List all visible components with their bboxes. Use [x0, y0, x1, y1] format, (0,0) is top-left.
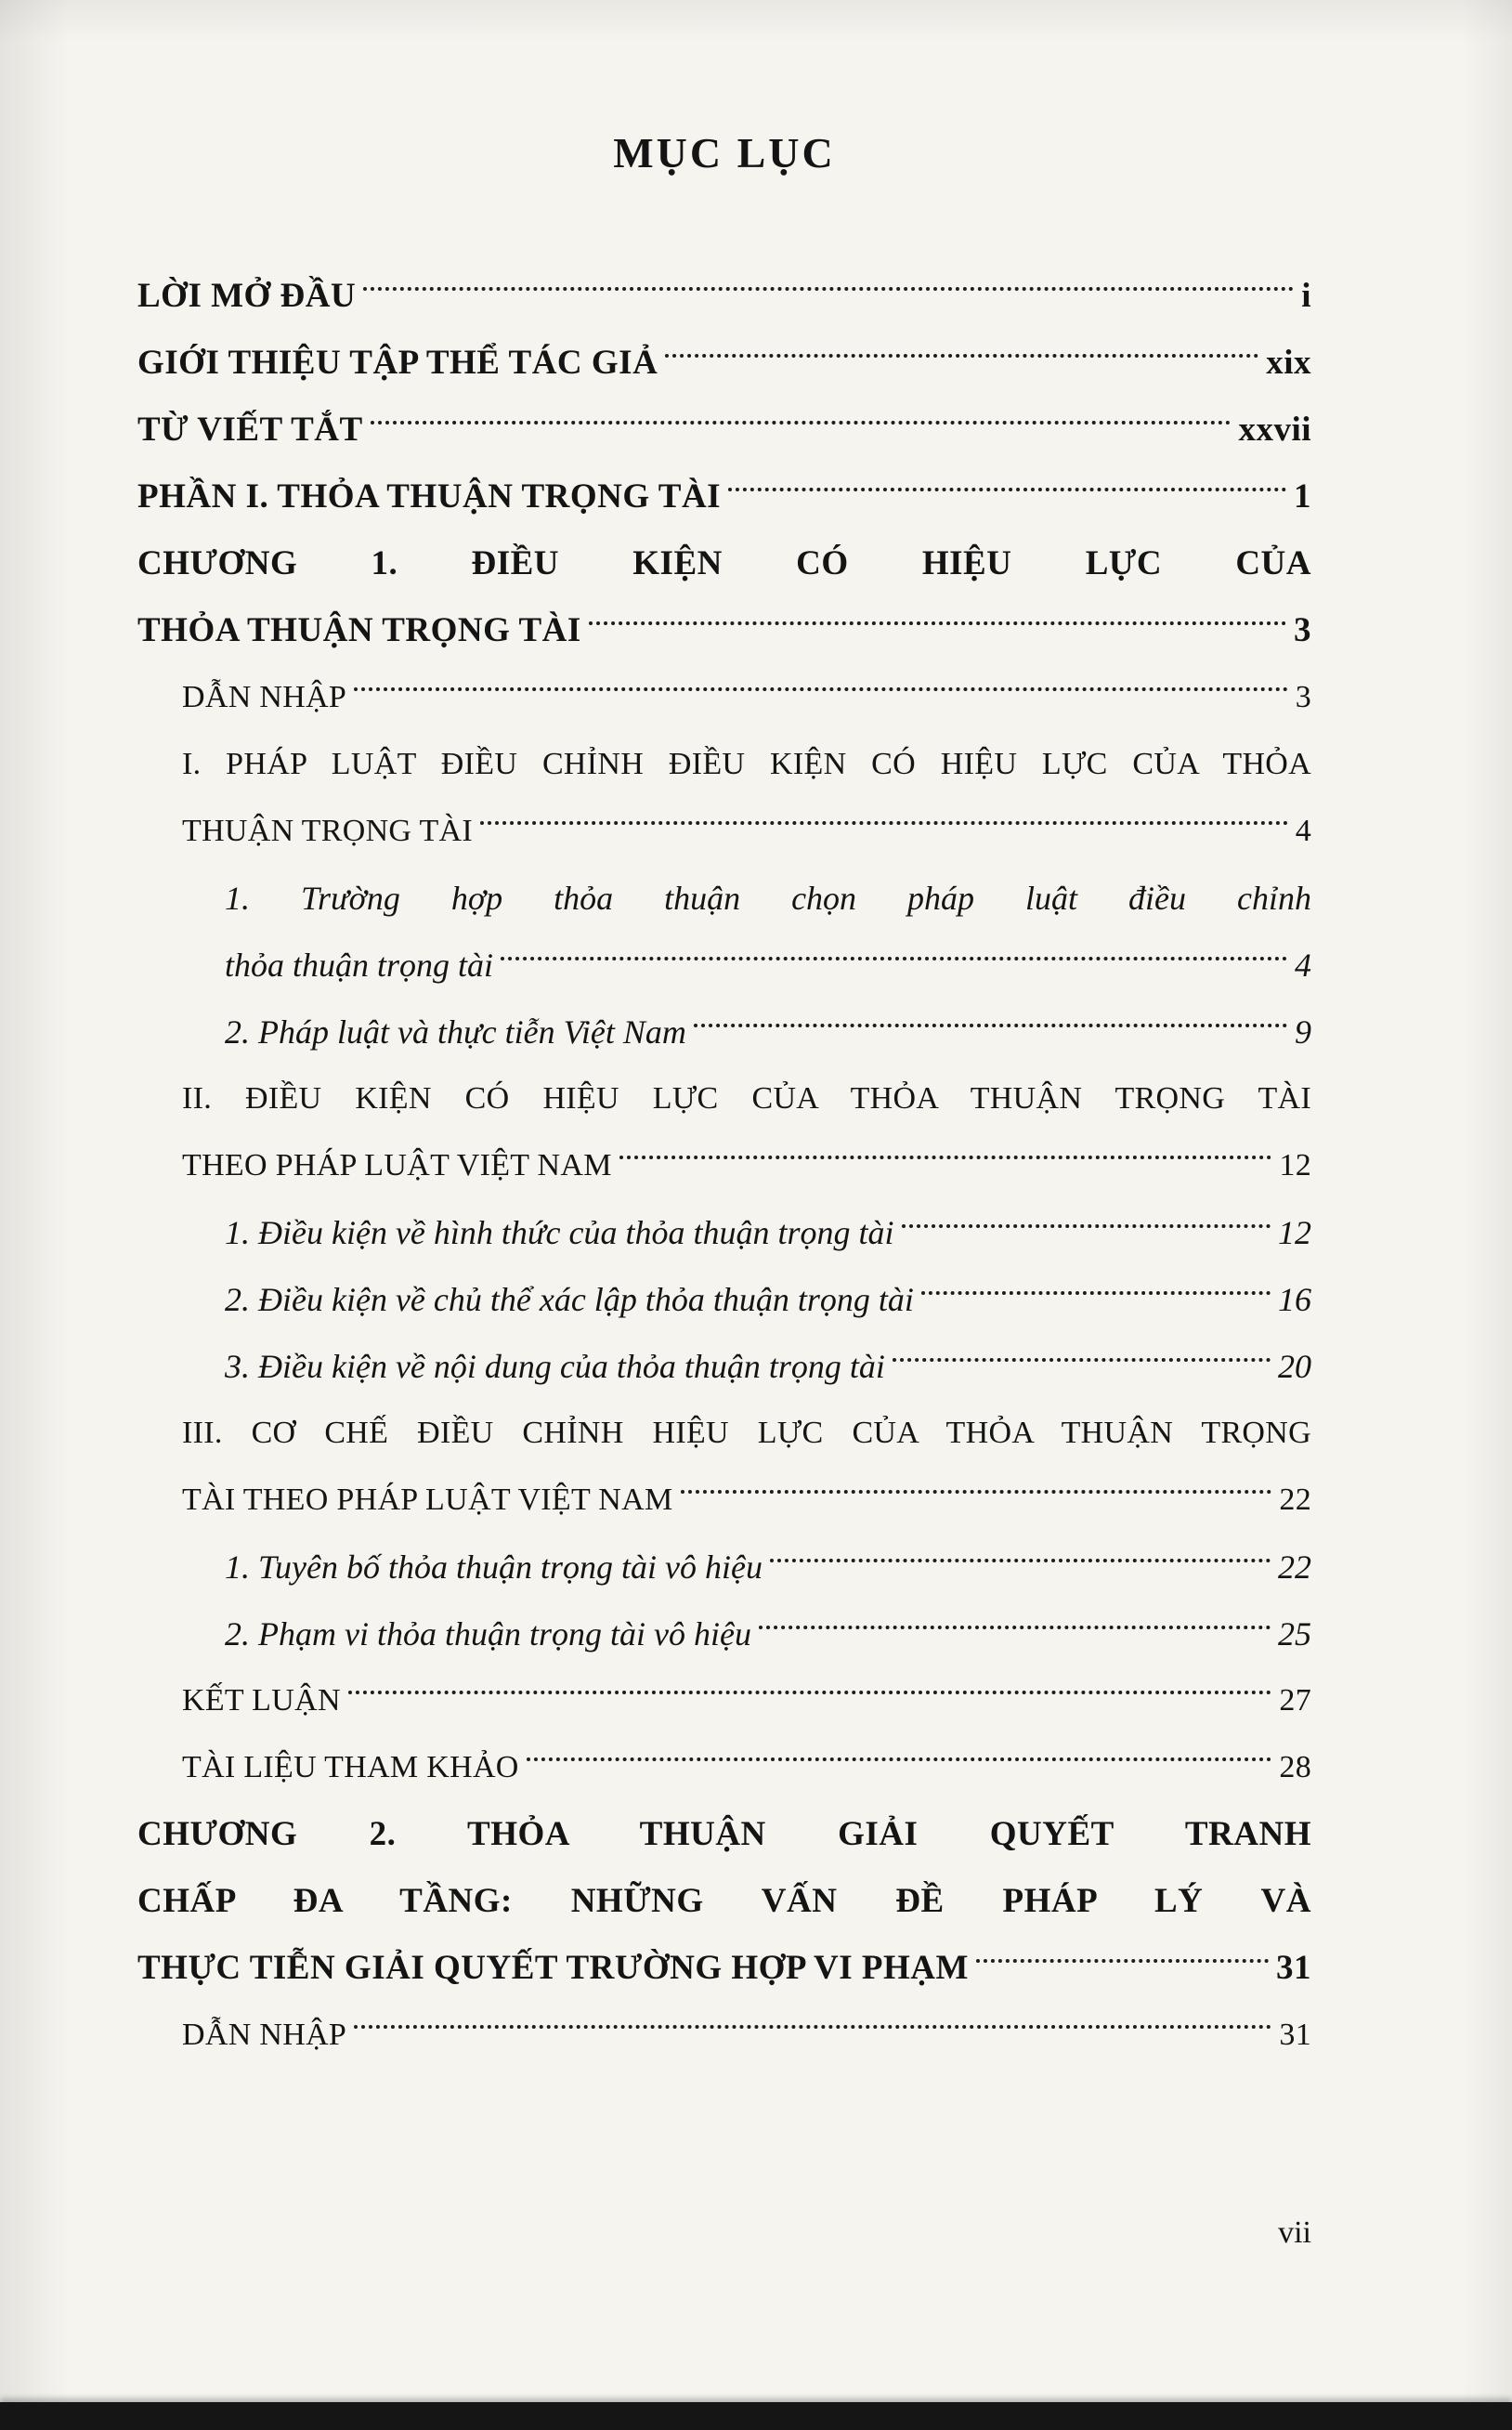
toc-entry [182, 1065, 1311, 1199]
toc-line [225, 1333, 1311, 1400]
toc-entry [137, 397, 1311, 464]
toc-line: CHƯƠNG 1. ĐIỀU KIỆN CÓ HIỆU LỰC CỦA [137, 544, 1311, 582]
toc-entry [182, 664, 1311, 731]
toc-entry [182, 731, 1311, 865]
toc-entry-text: PHẦN I. THỎA THUẬN TRỌNG TÀI [137, 477, 722, 516]
toc-entry [225, 1199, 1311, 1266]
toc-line [137, 330, 1311, 397]
toc-page-number: 25 [1278, 1615, 1311, 1653]
toc-page-number: 3 [1295, 680, 1311, 714]
toc-line [182, 1734, 1311, 1801]
toc-entry-text: 2. Phạm vi thỏa thuận trọng tài vô hiệu [225, 1615, 751, 1653]
toc-line [225, 1199, 1311, 1266]
toc-page-number: 9 [1295, 1013, 1311, 1051]
toc-entry-text: 3. Điều kiện về nội dung của thỏa thuận trọng tài [225, 1348, 885, 1385]
toc-entry [225, 1333, 1311, 1400]
toc-line [182, 1667, 1311, 1734]
toc-line [137, 597, 1311, 664]
toc-entry [225, 1266, 1311, 1333]
toc-page-number: 31 [1276, 1949, 1311, 1987]
toc-entry [225, 1534, 1311, 1600]
toc-page-number: i [1301, 277, 1311, 315]
toc-entry [225, 865, 1311, 999]
toc-entry [137, 530, 1311, 664]
toc-line [137, 1935, 1311, 2002]
toc-line [182, 1132, 1311, 1199]
toc-page-number: 20 [1278, 1348, 1311, 1385]
toc-page-number: 1 [1294, 477, 1311, 516]
toc-line [182, 1467, 1311, 1534]
toc-page-number: xxvii [1238, 411, 1311, 449]
toc-line: I. PHÁP LUẬT ĐIỀU CHỈNH ĐIỀU KIỆN CÓ HIỆU LỰC CỦA THỎA [182, 747, 1311, 781]
toc-page-number: 28 [1279, 1750, 1311, 1784]
toc-line: II. ĐIỀU KIỆN CÓ HIỆU LỰC CỦA THỎA THUẬN TRỌNG TÀI [182, 1081, 1311, 1116]
toc-entry-text: 2. Pháp luật và thực tiễn Việt Nam [225, 1013, 686, 1051]
toc-entry-text: TÀI LIỆU THAM KHẢO [182, 1750, 519, 1784]
toc-line [137, 263, 1311, 330]
toc-line [182, 2002, 1311, 2069]
toc-page-number: 12 [1278, 1214, 1311, 1251]
toc-entry [137, 263, 1311, 330]
toc-page-number: 4 [1295, 947, 1311, 984]
toc-entry-text: GIỚI THIỆU TẬP THỂ TÁC GIẢ [137, 344, 658, 382]
scan-edge-bar [0, 2402, 1512, 2430]
toc-entry [225, 999, 1311, 1065]
page-content [137, 0, 1311, 2069]
toc-line [137, 397, 1311, 464]
toc-line [225, 1534, 1311, 1600]
toc-line [225, 1266, 1311, 1333]
toc-entry-text: TỪ VIẾT TẮT [137, 411, 363, 449]
toc-entry-text: TÀI THEO PHÁP LUẬT VIỆT NAM [182, 1483, 673, 1517]
toc-entry-text: 1. Tuyên bố thỏa thuận trọng tài vô hiệu [225, 1548, 763, 1586]
toc-line [225, 932, 1311, 999]
toc-entry-text: THEO PHÁP LUẬT VIỆT NAM [182, 1148, 612, 1182]
toc-entry-text: thỏa thuận trọng tài [225, 947, 494, 984]
toc-line [137, 464, 1311, 530]
toc-line [225, 999, 1311, 1065]
toc-page-number: 12 [1279, 1148, 1311, 1182]
toc-entry [182, 1734, 1311, 1801]
toc-entry [137, 1801, 1311, 2002]
page-title: MỤC LỤC [613, 129, 836, 176]
toc-line: CHẤP ĐA TẦNG: NHỮNG VẤN ĐỀ PHÁP LÝ VÀ [137, 1882, 1311, 1920]
toc-page-number: 16 [1278, 1281, 1311, 1318]
toc-list [137, 263, 1311, 2069]
toc-line [182, 664, 1311, 731]
toc-entry-text: DẪN NHẬP [182, 680, 347, 714]
toc-page-number: 27 [1279, 1683, 1311, 1718]
toc-line: 1. Trường hợp thỏa thuận chọn pháp luật điều chỉnh [225, 880, 1311, 917]
toc-entry [182, 1400, 1311, 1534]
toc-entry [182, 1667, 1311, 1734]
toc-entry [182, 2002, 1311, 2069]
toc-entry [225, 1600, 1311, 1667]
toc-line: III. CƠ CHẾ ĐIỀU CHỈNH HIỆU LỰC CỦA THỎA THUẬN TRỌNG [182, 1416, 1311, 1450]
toc-page-number: 4 [1295, 814, 1311, 848]
toc-entry-text: 2. Điều kiện về chủ thể xác lập thỏa thuận trọng tài [225, 1281, 914, 1318]
toc-entry-text: THUẬN TRỌNG TÀI [182, 814, 474, 848]
toc-page-number: 3 [1294, 611, 1311, 649]
toc-line: CHƯƠNG 2. THỎA THUẬN GIẢI QUYẾT TRANH [137, 1815, 1311, 1853]
toc-entry-text: LỜI MỞ ĐẦU [137, 277, 357, 315]
toc-entry-text: KẾT LUẬN [182, 1683, 341, 1718]
toc-page-number: 22 [1278, 1548, 1311, 1586]
toc-page-number: xix [1266, 344, 1311, 382]
toc-entry [137, 464, 1311, 530]
toc-page-number: 22 [1279, 1483, 1311, 1517]
toc-page-number: 31 [1279, 2018, 1311, 2052]
toc-entry-text: THỰC TIỄN GIẢI QUYẾT TRƯỜNG HỢP VI PHẠM [137, 1949, 969, 1987]
toc-entry [137, 330, 1311, 397]
toc-entry-text: DẪN NHẬP [182, 2018, 347, 2052]
toc-entry-text: 1. Điều kiện về hình thức của thỏa thuận trọng tài [225, 1214, 894, 1251]
toc-entry-text: THỎA THUẬN TRỌNG TÀI [137, 611, 581, 649]
toc-line [225, 1600, 1311, 1667]
footer-page-number: vii [1278, 2215, 1311, 2250]
toc-line [182, 798, 1311, 865]
